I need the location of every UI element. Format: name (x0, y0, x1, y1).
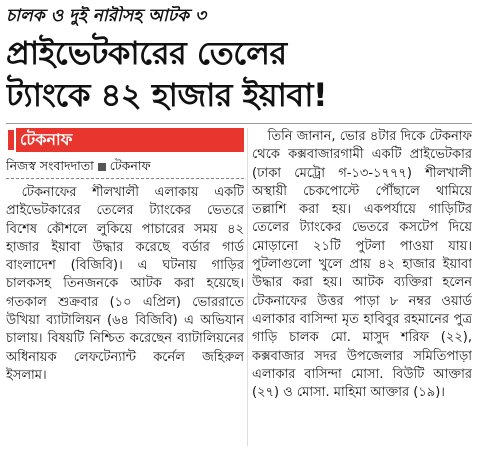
byline-author: নিজস্ব সংবাদদাতা (6, 158, 94, 173)
byline-place: টেকনাফ (109, 158, 151, 173)
body-column-left (6, 184, 244, 446)
body-paragraph-right: তিনি জানান, ভোর ৪টার দিকে টেকনাফ থেকে কক্সবাজারগামী একটি প্রাইভেটকার (ঢাকা মেট্রো গ-১৩-১৭৭৭) শীলখালী অস্থায়ী চেকপোস্টে পৌঁছালে থামিয়ে তল্লাশি করা হয়। একপর্যায়ে গাড়িটির তেলের ট্যাংকের ভেতরে কসটেপ দিয়ে মোড়ানো ২১টি পুটলা পাওয়া যায়। পুটলাগুলো খুলে প্রায় ৪২ হাজার ইয়াবা উদ্ধার করা হয়। আটক ব্যক্তিরা হলেন টেকনাফের উত্তর পাড়া ৮ নম্বর ওয়ার্ড এলাকার বাসিন্দা মৃত হাবিবুর রহমানের পুত্র গাড়ি চালক মো. মাসুদ শরিফ (২২), কক্সবাজার সদর উপজেলার সমিতিপাড়া এলাকার বাসিন্দা মোসা. বিউটি আক্তার (২৭) ও মোসা. মাহিমা আক্তার (১৯)। (252, 129, 472, 401)
byline (6, 158, 244, 174)
byline-divider (6, 178, 244, 179)
square-bullet-icon (98, 163, 106, 171)
body-column-right (252, 128, 472, 446)
dateline-marker (6, 128, 16, 152)
column-divider (247, 128, 248, 446)
dateline-text: টেকনাফ (20, 130, 73, 149)
body-paragraph-left: টেকনাফের শীলখালী এলাকায় একটি প্রাইভেটকারের তেলের ট্যাংকের ভেতরে বিশেষ কৌশলে লুকিয়ে পাচারের সময় ৪২ হাজার ইয়াবা উদ্ধার করেছে বর্ডার গার্ড বাংলাদেশ (বিজিবি)। এ ঘটনায় গাড়ির চালকসহ তিনজনকে আটক করা হয়েছে। গতকাল শুক্রবার (১০ এপ্রিল) ভোররাতে উখিয়া ব্যাটালিয়ন (৬৪ বিজিবি) এ অভিযান চালায়। বিষয়টি নিশ্চিত করেছেন ব্যাটালিয়নের অধিনায়ক লেফটেন্যান্ট কর্নেল জহিরুল ইসলাম। (6, 185, 244, 383)
headline (6, 32, 474, 116)
dateline-banner (6, 128, 244, 152)
kicker: চালক ও দুই নারীসহ আটক ৩ (6, 6, 207, 26)
headline-line-1: প্রাইভেটকারের তেলের (6, 34, 287, 72)
headline-line-2: ট্যাংকে ৪২ হাজার ইয়াবা! (6, 76, 328, 114)
divider (6, 123, 472, 124)
